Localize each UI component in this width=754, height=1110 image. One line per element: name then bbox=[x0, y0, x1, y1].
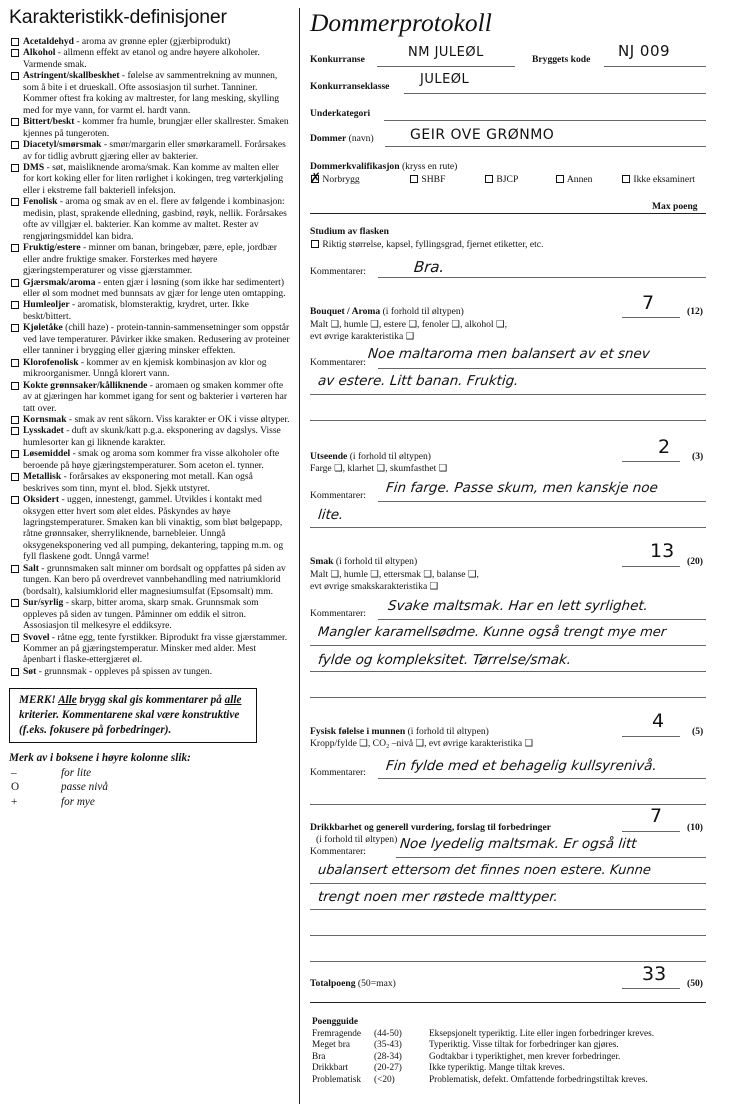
poengguide-name: Problematisk bbox=[312, 1074, 362, 1085]
checkbox-icon[interactable] bbox=[11, 565, 19, 573]
definition-term: Astringent/skallbeskhet bbox=[23, 70, 120, 82]
drikk-comment-3[interactable]: trengt noen mer røstede malttyper. bbox=[317, 889, 559, 905]
total-label: Totalpoeng bbox=[310, 978, 356, 989]
drikk-line-5 bbox=[310, 961, 706, 962]
studium-label: Studium av flasken bbox=[310, 226, 389, 237]
poengguide-row bbox=[312, 1040, 712, 1052]
definition-term: Humleoljer bbox=[23, 299, 70, 311]
smak-comment-1[interactable]: Svake maltsmak. Har en lett syrlighet. bbox=[387, 598, 649, 614]
total-score-line bbox=[622, 988, 680, 989]
poengguide-row bbox=[312, 1075, 712, 1087]
total-max: (50) bbox=[687, 978, 703, 989]
klasse-field[interactable]: JULEØL bbox=[420, 72, 470, 87]
checkbox-icon bbox=[556, 175, 564, 183]
definition-desc: - aromatisk, blomsteraktig, krydret, urter. Ikke beskt/bittert. bbox=[23, 299, 249, 322]
definition-term: Alkohol bbox=[23, 47, 56, 59]
smak-line-2 bbox=[310, 645, 706, 646]
definition-desc: - kommer av en kjemisk kombinasjon av klor og mikroorganismer. Unngå klorert vann. bbox=[23, 356, 267, 380]
definition-item bbox=[9, 196, 291, 242]
fysisk-items: Kropp/fylde ❑, CO₂ –nivå ❑, evt øvrige karakteristika ❑ bbox=[310, 738, 534, 749]
definition-item bbox=[9, 632, 291, 666]
marks-legend-row bbox=[9, 780, 291, 795]
definition-desc: - forårsakes av eksponering mot metall. Kan også beskrives som tinn, mynt el. blod. Sjekk utstyret. bbox=[23, 471, 253, 494]
dommer-line bbox=[385, 146, 706, 147]
studium-text: Riktig størrelse, kapsel, fyllingsgrad, fjernet etiketter, etc. bbox=[322, 239, 544, 250]
fysisk-comment-label: Kommentarer: bbox=[310, 767, 366, 778]
smak-label: Smak bbox=[310, 556, 334, 567]
checkbox-icon bbox=[622, 175, 630, 183]
definition-item bbox=[9, 597, 291, 631]
kode-field[interactable]: NJ 009 bbox=[618, 42, 671, 60]
bouquet-line-1 bbox=[378, 368, 706, 369]
max-poeng-label: Max poeng bbox=[652, 201, 698, 212]
bouquet-line-2 bbox=[310, 394, 706, 395]
utseende-items: Farge ❑, klarhet ❑, skumfasthet ❑ bbox=[310, 463, 448, 474]
bouquet-comment-2[interactable]: av estere. Litt banan. Fruktig. bbox=[317, 373, 520, 389]
konkurranse-field[interactable]: NM JULEØL bbox=[408, 45, 484, 60]
utseende-score[interactable]: 2 bbox=[658, 436, 671, 458]
utseende-score-line bbox=[622, 461, 680, 462]
smak-comment-3[interactable]: fylde og kompleksitet. Tørrelse/smak. bbox=[317, 652, 573, 668]
definition-term: Salt bbox=[23, 562, 39, 574]
checkbox-icon[interactable] bbox=[11, 416, 19, 424]
kval-option[interactable] bbox=[484, 174, 518, 185]
merk-note-text-2: kriterier. Kommentarene skal være konstruktive (f.eks. fokusere på forbedringer) bbox=[19, 708, 240, 736]
merk-note bbox=[9, 688, 257, 743]
definition-term: Fenolisk bbox=[23, 196, 58, 208]
utseende-max: (3) bbox=[692, 451, 704, 462]
definition-desc: - grunnsmaken salt minner om bordsalt og oppfattes på siden av tungen. Kan bero på overdrevet vannbehandling med natriumklorid (bordsalt), kalsiumklorid eller magnesiumsulfat (Epsomsalt) mm. bbox=[23, 562, 286, 597]
fysisk-line-1 bbox=[378, 778, 706, 779]
drikk-score[interactable]: 7 bbox=[650, 805, 663, 827]
definition-term: DMS bbox=[23, 161, 45, 173]
bouquet-score-line bbox=[622, 317, 680, 318]
poengguide-row bbox=[312, 1063, 712, 1075]
total-label-wrap bbox=[310, 978, 396, 989]
fysisk-label: Fysisk følelse i munnen bbox=[310, 726, 406, 737]
checkbox-icon[interactable] bbox=[11, 301, 19, 309]
smak-sub: (i forhold til øltypen) bbox=[335, 556, 418, 567]
definition-desc: - aromaen og smaken kommer ofte av at gjæringen har kommet igang for sent og bakterier i vørteren har tatt over. bbox=[23, 379, 288, 414]
poengguide-range: (<20) bbox=[374, 1074, 395, 1085]
utseende-label: Utseende bbox=[310, 451, 348, 462]
checkbox-icon[interactable] bbox=[11, 668, 19, 676]
bouquet-score[interactable]: 7 bbox=[642, 292, 655, 314]
fysisk-comment-1[interactable]: Fin fylde med et behagelig kullsyrenivå. bbox=[385, 758, 658, 774]
protocol-title: Dommerprotokoll bbox=[310, 8, 492, 37]
definition-desc: - følelse av sammentrekning av munnen, som å bite i et drueskall. Ofte assosiasjon til surhet. Tanniner. Kommer oftest fra koking av maltrester, for lang mesking, skylling med for mye vann, for varmt el. hardt vann. bbox=[23, 70, 279, 116]
definition-desc: - minner om banan, bringebær, pære, eple, jordbær eller andre fruktige smaker. Forsterkes med høyere gjæringstemperaturer og visse gjærstammer. bbox=[23, 242, 277, 277]
checkbox-icon[interactable] bbox=[11, 450, 19, 458]
definition-desc: - søt, maisliknende aroma/smak. Kan komme av malten eller for kort koking eller for liten rørlighet i kokingen, treg vørterkjøling eller i ekstreme fall bakteriell infeksjon. bbox=[23, 161, 284, 196]
smak-score-line bbox=[622, 566, 680, 567]
definition-term: Bittert/beskt bbox=[23, 116, 75, 128]
checkbox-icon[interactable] bbox=[11, 198, 19, 206]
merk-note-lead: MERK! bbox=[19, 694, 56, 707]
checkbox-icon[interactable] bbox=[11, 72, 19, 80]
drikk-line-1 bbox=[396, 857, 706, 858]
checkbox-icon bbox=[410, 175, 418, 183]
poengguide-range: (20-27) bbox=[374, 1063, 402, 1074]
checkbox-icon[interactable] bbox=[11, 324, 19, 332]
poengguide-name: Drikkbart bbox=[312, 1063, 349, 1074]
definition-item bbox=[9, 322, 291, 356]
smak-items: Malt ❑, humle ❑, ettersmak ❑, balanse ❑, bbox=[310, 569, 479, 580]
definition-desc: - skarp, bitter aroma, skarp smak. Grunnsmak som oppleves på siden av tungen. Påminner om eddik el sitron. Assosiasjon til melkesyre el eddiksyre. bbox=[23, 597, 259, 632]
bouquet-line-3 bbox=[310, 420, 706, 421]
marks-text: for mye bbox=[61, 795, 95, 808]
definition-item bbox=[9, 47, 291, 70]
poengguide-desc: Problematisk, defekt. Omfattende forbedringstiltak kreves. bbox=[429, 1074, 648, 1085]
definition-item bbox=[9, 139, 291, 162]
kval-option-label: Norbrygg bbox=[322, 174, 360, 185]
klasse-line bbox=[404, 93, 706, 94]
definition-item bbox=[9, 70, 291, 116]
studium-text-wrap bbox=[310, 239, 543, 250]
marks-symbol: + bbox=[11, 795, 18, 808]
definition-term: Kjøletåke bbox=[23, 322, 63, 334]
definition-item bbox=[9, 494, 291, 563]
fysisk-label-wrap bbox=[310, 726, 489, 737]
kval-option[interactable] bbox=[621, 174, 695, 185]
drikk-line-3 bbox=[310, 909, 706, 910]
kval-option-label: Ikke eksaminert bbox=[633, 174, 695, 185]
checkbox-icon bbox=[485, 175, 493, 183]
definition-item bbox=[9, 242, 291, 276]
checkbox-icon[interactable] bbox=[11, 634, 19, 642]
total-score[interactable]: 33 bbox=[642, 963, 667, 985]
marks-text: for lite bbox=[61, 766, 92, 779]
definition-item bbox=[9, 414, 291, 425]
poengguide-desc: Eksepsjonelt typeriktig. Lite eller ingen forbedringer kreves. bbox=[429, 1028, 655, 1039]
drikk-sub: (i forhold til øltypen) bbox=[316, 834, 398, 845]
fysisk-max: (5) bbox=[692, 726, 704, 737]
definition-term: Søt bbox=[23, 665, 37, 677]
x-mark-icon: ✗ bbox=[310, 171, 321, 186]
marks-legend-title: Merk av i boksene i høyre kolonne slik: bbox=[9, 752, 191, 765]
konkurranse-line bbox=[377, 66, 515, 67]
poengguide-name: Fremragende bbox=[312, 1028, 362, 1039]
drikk-score-line bbox=[622, 831, 680, 832]
kval-option[interactable] bbox=[409, 174, 445, 185]
definition-item bbox=[9, 299, 291, 322]
total-sub: (50=max) bbox=[357, 978, 396, 989]
definition-term: Klorofenolisk bbox=[23, 356, 79, 368]
smak-line-3 bbox=[310, 671, 706, 672]
fysisk-score-line bbox=[622, 736, 680, 737]
definition-desc: - smør/margarin eller smørkaramell. Forårsakes av for tidlig avbrutt gjæring eller av bakterier. bbox=[23, 139, 286, 162]
definition-term: Svovel bbox=[23, 631, 50, 643]
definition-item bbox=[9, 36, 291, 47]
definitions-list bbox=[9, 36, 291, 677]
bouquet-items-2: evt øvrige karakteristika ❑ bbox=[310, 331, 415, 342]
kval-option-label: BJCP bbox=[496, 174, 519, 185]
definition-item bbox=[9, 563, 291, 597]
header-rule bbox=[310, 213, 706, 214]
studium-comment-line bbox=[378, 277, 706, 278]
utseende-sub: (i forhold til øltypen) bbox=[349, 451, 431, 462]
checkbox-icon[interactable] bbox=[11, 599, 19, 607]
definition-desc: - grunnsmak - oppleves på spissen av tungen. bbox=[36, 665, 213, 677]
poengguide-range: (35-43) bbox=[374, 1040, 402, 1051]
poengguide-desc: Ikke typeriktig. Mange tiltak kreves. bbox=[429, 1063, 565, 1074]
definition-item bbox=[9, 471, 291, 494]
merk-note-text-1: brygg skal gis kommentarer på bbox=[79, 694, 222, 707]
checkbox-icon[interactable] bbox=[11, 141, 19, 149]
bouquet-label: Bouquet / Aroma bbox=[310, 306, 381, 317]
utseende-label-wrap bbox=[310, 451, 431, 462]
definition-term: Oksidert bbox=[23, 494, 60, 506]
checkbox-icon[interactable] bbox=[11, 244, 19, 252]
checkbox-icon[interactable] bbox=[11, 38, 19, 46]
poengguide-name: Bra bbox=[312, 1051, 326, 1062]
underkategori-label: Underkategori bbox=[310, 108, 371, 119]
drikk-line-4 bbox=[310, 935, 706, 936]
kval-option-label: Annen bbox=[566, 174, 593, 185]
merk-note-alle-2: alle bbox=[224, 694, 242, 707]
definition-term: Acetaldehyd bbox=[23, 36, 74, 47]
poengguide-rows bbox=[312, 1029, 712, 1087]
definition-item bbox=[9, 380, 291, 414]
smak-line-4 bbox=[310, 697, 706, 698]
konkurranse-label: Konkurranse bbox=[310, 54, 365, 65]
checkbox-icon[interactable] bbox=[11, 49, 19, 57]
drikk-line-2 bbox=[310, 883, 706, 884]
definition-term: Metallisk bbox=[23, 471, 62, 483]
checkbox-icon[interactable] bbox=[11, 382, 19, 390]
definition-desc: - aroma av grønne epler (gjærbiprodukt) bbox=[73, 36, 231, 47]
definition-term: Lysskadet bbox=[23, 425, 64, 437]
smak-comment-label: Kommentarer: bbox=[310, 608, 366, 619]
drikk-comment-1[interactable]: Noe lyedelig maltsmak. Er også litt bbox=[399, 836, 638, 852]
bouquet-comment-label: Kommentarer: bbox=[310, 357, 366, 368]
utseende-line-1 bbox=[378, 501, 706, 502]
marks-text: passe nivå bbox=[61, 781, 108, 794]
dommer-label-wrap bbox=[310, 133, 374, 144]
studium-comment[interactable]: Bra. bbox=[413, 258, 446, 276]
definition-term: Fruktig/estere bbox=[23, 242, 81, 254]
checkbox-icon[interactable] bbox=[11, 164, 19, 172]
checkbox-icon[interactable] bbox=[11, 118, 19, 126]
definition-term: Kornsmak bbox=[23, 413, 67, 425]
bouquet-sub: (i forhold til øltypen) bbox=[382, 306, 464, 317]
definition-item bbox=[9, 666, 291, 677]
kval-sub: (kryss en rute) bbox=[401, 161, 458, 172]
checkbox-icon[interactable] bbox=[11, 427, 19, 435]
smak-comment-2[interactable]: Mangler karamellsødme. Kunne også trengt mye mer bbox=[317, 625, 667, 640]
definition-item bbox=[9, 357, 291, 380]
merk-note-end: . bbox=[168, 723, 172, 736]
definition-desc: - duft av skunk/katt p.g.a. eksponering av dagslys. Visse humlesorter kan gi liknende karakter. bbox=[23, 425, 281, 448]
bouquet-max: (12) bbox=[687, 306, 703, 317]
smak-line-1 bbox=[378, 619, 706, 620]
definition-desc: - råtne egg, tente fyrstikker. Biprodukt fra visse gjærstammer. Kommer an på gjæringstemperatur. Minsker med alder. Mest åpenbart i flaske-ettergjæret øl. bbox=[23, 631, 288, 666]
kode-label: Bryggets kode bbox=[532, 54, 591, 65]
definition-term: Sur/syrlig bbox=[23, 597, 64, 609]
drikk-label: Drikkbarhet og generell vurdering, forslag til forbedringer bbox=[310, 822, 551, 833]
bouquet-label-wrap bbox=[310, 306, 464, 317]
marks-symbol: O bbox=[11, 781, 20, 794]
definition-term: Diacetyl/smørsmak bbox=[23, 139, 102, 151]
definition-term: Kokte grønnsaker/kålliknende bbox=[23, 379, 148, 391]
definition-desc: - smak og aroma som kommer fra visse alkoholer ofte beroende på høye gjæringstemperaturer. Som aceton el. tynner. bbox=[23, 448, 280, 471]
drikk-comment-label: Kommentarer: bbox=[310, 846, 366, 857]
klasse-label: Konkurranseklasse bbox=[310, 81, 390, 92]
checkbox-icon[interactable] bbox=[11, 359, 19, 367]
drikk-comment-2[interactable]: ubalansert ettersom det finnes noen estere. Kunne bbox=[317, 863, 652, 878]
bouquet-items: Malt ❑, humle ❑, estere ❑, fenoler ❑, alkohol ❑, bbox=[310, 319, 507, 330]
poengguide-name: Meget bra bbox=[312, 1040, 350, 1051]
fysisk-score[interactable]: 4 bbox=[652, 710, 665, 732]
poengguide-range: (44-50) bbox=[374, 1028, 402, 1039]
definitions-column bbox=[9, 6, 291, 810]
merk-note-alle-1: Alle bbox=[58, 694, 77, 707]
kode-line bbox=[604, 66, 706, 67]
utseende-comment-label: Kommentarer: bbox=[310, 490, 366, 501]
fysisk-line-2 bbox=[310, 804, 706, 805]
definition-desc: - aroma og smak av en el. flere av følgende i kombinasjon: medisin, plast, sprakende elledning, gasbind, røyk, nellik. Forårsakes ofte av villgjær el. bakterier. Kan komme av maltet. Rester av rengjøringsmiddel kan bidra. bbox=[23, 196, 287, 242]
kval-label-wrap bbox=[310, 161, 457, 172]
poengguide bbox=[312, 1017, 712, 1087]
kval-label: Dommerkvalifikasjon bbox=[310, 161, 400, 172]
poengguide-desc: Godtakbar i typeriktighet, men krever forbedringer. bbox=[429, 1051, 621, 1062]
checkbox-icon[interactable] bbox=[11, 496, 19, 504]
checkbox-icon[interactable] bbox=[11, 473, 19, 481]
poengguide-range: (28-34) bbox=[374, 1051, 402, 1062]
underkategori-line[interactable] bbox=[384, 120, 706, 121]
kval-option[interactable] bbox=[310, 171, 360, 186]
definition-term: Gjærsmak/aroma bbox=[23, 276, 96, 288]
checkbox-icon[interactable] bbox=[11, 279, 19, 287]
utseende-comment-1[interactable]: Fin farge. Passe skum, men kanskje noe bbox=[385, 480, 659, 496]
marks-symbol: – bbox=[11, 766, 17, 779]
total-rule bbox=[310, 1002, 706, 1003]
definition-item bbox=[9, 162, 291, 196]
column-divider bbox=[299, 8, 300, 1104]
definitions-title: Karakteristikk-definisjoner bbox=[9, 6, 227, 28]
definition-term: Løsemiddel bbox=[23, 448, 71, 460]
poengguide-title: Poengguide bbox=[312, 1017, 358, 1027]
definition-desc: - enten gjær i løsning (som ikke har sedimentert) eller øl som modnet med bunnsats av gjær for lenge uten omtapping. bbox=[23, 276, 286, 299]
dommer-label: Dommer bbox=[310, 133, 347, 144]
kval-option[interactable] bbox=[555, 174, 592, 185]
smak-label-wrap bbox=[310, 556, 417, 567]
smak-max: (20) bbox=[687, 556, 703, 567]
dommer-field[interactable]: GEIR OVE GRØNMO bbox=[410, 127, 555, 143]
definition-item bbox=[9, 116, 291, 139]
drikk-max: (10) bbox=[687, 822, 703, 833]
poengguide-row bbox=[312, 1029, 712, 1041]
checkbox-icon[interactable] bbox=[311, 240, 319, 248]
fysisk-sub: (i forhold til øltypen) bbox=[407, 726, 489, 737]
poengguide-row bbox=[312, 1052, 712, 1064]
marks-legend-row bbox=[9, 795, 291, 810]
smak-items-2: evt øvrige smakskarakteristika ❑ bbox=[310, 581, 439, 592]
definition-desc: - uggen, innestengt, gammel. Utvikles i kontakt med oksygen etter hvert som ølet eldes. Påskyndes av høye lagringstemperaturer. Smaken kan bli vinaktig, som bløt bølgepapp, råtne grønnsaker, sherryliknende, barnebleier. Unngå oksygeneksponering ved all pumping, dekantering, tapping m.m. og fyll flaskene godt. Unngå varme! bbox=[23, 494, 284, 563]
smak-score[interactable]: 13 bbox=[650, 540, 675, 562]
poengguide-desc: Typeriktig. Visse tiltak for forbedringer kan gjøres. bbox=[429, 1040, 619, 1051]
definition-desc: - smak av rent såkorn. Viss karakter er OK i visse øltyper. bbox=[66, 413, 290, 425]
definition-item bbox=[9, 277, 291, 300]
marks-legend-row bbox=[9, 766, 291, 781]
marks-legend bbox=[9, 751, 291, 809]
definition-desc: (chill haze) - protein-tannin-sammensetninger som oppstår ved lave temperaturer. Påvirker ikke smaken. Redusering av proteiner eller tanniner i brygging eller gjæring minsker effekten. bbox=[23, 322, 290, 357]
utseende-line-2 bbox=[310, 527, 706, 528]
dommer-sub: (navn) bbox=[348, 133, 374, 144]
definition-desc: - allmenn effekt av etanol og andre høyere alkoholer. Varmende smak. bbox=[23, 47, 260, 70]
definition-desc: - kommer fra humle, brungjær eller skallrester. Smaken kjennes på tungeroten. bbox=[23, 116, 289, 139]
kval-option-label: SHBF bbox=[421, 174, 446, 185]
studium-comment-label: Kommentarer: bbox=[310, 266, 366, 277]
definition-item bbox=[9, 425, 291, 448]
bouquet-comment-1[interactable]: Noe maltaroma men balansert av et snev bbox=[367, 346, 651, 362]
utseende-comment-2[interactable]: lite. bbox=[317, 507, 345, 523]
definition-item bbox=[9, 448, 291, 471]
